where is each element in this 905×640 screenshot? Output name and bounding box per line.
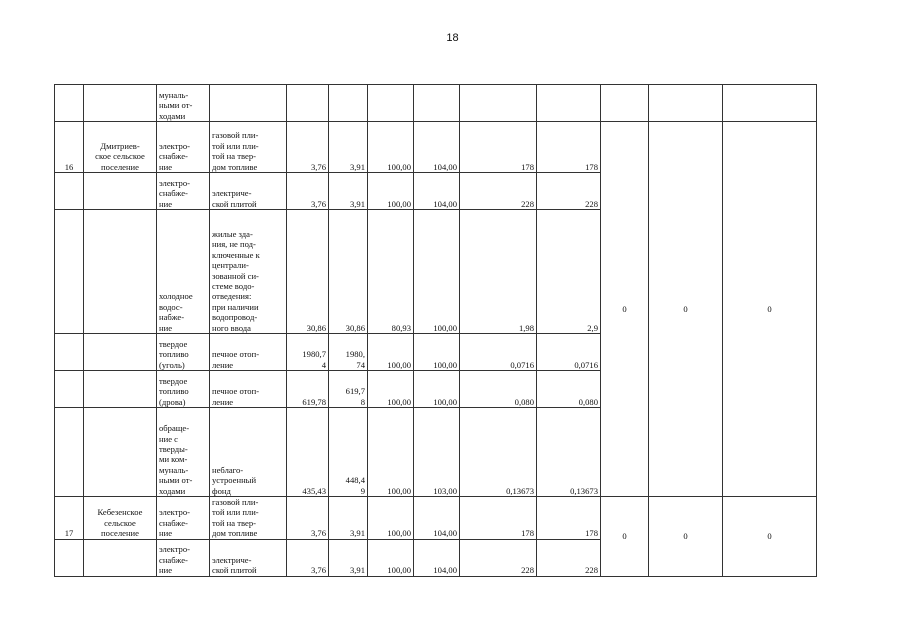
row-number: 17 xyxy=(55,497,84,540)
value-2: 619,7 8 xyxy=(329,371,368,408)
settlement-name xyxy=(84,210,157,334)
settlement-name xyxy=(84,85,157,122)
condition: печное отоп- ление xyxy=(210,371,287,408)
page-number: 18 xyxy=(446,32,459,44)
row-number xyxy=(55,539,84,576)
row-number xyxy=(55,85,84,122)
group17-col-2: 0 xyxy=(649,497,723,577)
percent-1 xyxy=(368,85,414,122)
value-2: 448,4 9 xyxy=(329,408,368,497)
condition: электриче- ской плитой xyxy=(210,173,287,210)
tariff-table xyxy=(54,84,817,577)
service-type: электро- снабже- ние xyxy=(157,122,210,173)
value-1: 619,78 xyxy=(287,371,329,408)
settlement-name xyxy=(84,173,157,210)
norm-2: 178 xyxy=(537,497,601,540)
percent-1: 100,00 xyxy=(368,408,414,497)
condition: электриче- ской плитой xyxy=(210,539,287,576)
table-row xyxy=(55,122,817,173)
value-1: 3,76 xyxy=(287,173,329,210)
percent-2: 100,00 xyxy=(414,210,460,334)
percent-2: 100,00 xyxy=(414,371,460,408)
table-row xyxy=(55,497,817,540)
percent-2: 100,00 xyxy=(414,334,460,371)
service-type: электро- снабже- ние xyxy=(157,173,210,210)
service-type: электро- снабже- ние xyxy=(157,539,210,576)
row-number xyxy=(55,408,84,497)
value-2: 1980, 74 xyxy=(329,334,368,371)
row-number xyxy=(55,173,84,210)
value-2: 3,91 xyxy=(329,122,368,173)
settlement-name xyxy=(84,371,157,408)
percent-1: 100,00 xyxy=(368,122,414,173)
value-1: 3,76 xyxy=(287,497,329,540)
percent-2: 104,00 xyxy=(414,122,460,173)
norm-1: 0,13673 xyxy=(460,408,537,497)
norm-2: 2,9 xyxy=(537,210,601,334)
percent-2: 104,00 xyxy=(414,497,460,540)
row-number: 16 xyxy=(55,122,84,173)
row-number xyxy=(55,334,84,371)
percent-1: 100,00 xyxy=(368,334,414,371)
norm-1: 228 xyxy=(460,173,537,210)
condition: жилые зда- ния, не под- ключенные к централи- зованной си- стеме водо- отведения: при наличии водопровод- ного ввода xyxy=(210,210,287,334)
norm-1 xyxy=(460,85,537,122)
norm-2 xyxy=(537,85,601,122)
empty-cell xyxy=(649,85,723,122)
service-type: муналь- ными от- ходами xyxy=(157,85,210,122)
value-1: 3,76 xyxy=(287,539,329,576)
norm-1: 228 xyxy=(460,539,537,576)
percent-1: 80,93 xyxy=(368,210,414,334)
percent-1: 100,00 xyxy=(368,173,414,210)
value-1: 3,76 xyxy=(287,122,329,173)
percent-1: 100,00 xyxy=(368,497,414,540)
value-1: 30,86 xyxy=(287,210,329,334)
group16-col-2: 0 xyxy=(649,122,723,497)
value-2 xyxy=(329,85,368,122)
group17-col-1: 0 xyxy=(601,497,649,577)
group17-col-3: 0 xyxy=(723,497,817,577)
table-row xyxy=(55,85,817,122)
empty-cell xyxy=(723,85,817,122)
value-1: 435,43 xyxy=(287,408,329,497)
empty-cell xyxy=(601,85,649,122)
row-number xyxy=(55,371,84,408)
settlement-name xyxy=(84,334,157,371)
value-2: 3,91 xyxy=(329,539,368,576)
value-2: 30,86 xyxy=(329,210,368,334)
condition: неблаго- устроенный фонд xyxy=(210,408,287,497)
norm-1: 0,0716 xyxy=(460,334,537,371)
norm-1: 0,080 xyxy=(460,371,537,408)
percent-2: 104,00 xyxy=(414,173,460,210)
percent-1: 100,00 xyxy=(368,539,414,576)
service-type: электро- снабже- ние xyxy=(157,497,210,540)
settlement-name xyxy=(84,408,157,497)
condition: печное отоп- ление xyxy=(210,334,287,371)
group16-col-1: 0 xyxy=(601,122,649,497)
value-2: 3,91 xyxy=(329,173,368,210)
settlement-name: Кебезенское сельское поселение xyxy=(84,497,157,540)
service-type: обраще- ние с тверды- ми ком- муналь- ными от- ходами xyxy=(157,408,210,497)
norm-2: 0,0716 xyxy=(537,334,601,371)
percent-2 xyxy=(414,85,460,122)
row-number xyxy=(55,210,84,334)
value-1: 1980,7 4 xyxy=(287,334,329,371)
norm-2: 0,13673 xyxy=(537,408,601,497)
service-type: холодное водос- набже- ние xyxy=(157,210,210,334)
settlement-name: Дмитриев- ское сельское поселение xyxy=(84,122,157,173)
group16-col-3: 0 xyxy=(723,122,817,497)
norm-1: 178 xyxy=(460,497,537,540)
percent-2: 104,00 xyxy=(414,539,460,576)
condition: газовой пли- той или пли- той на твер- дом топливе xyxy=(210,122,287,173)
condition xyxy=(210,85,287,122)
settlement-name xyxy=(84,539,157,576)
norm-2: 0,080 xyxy=(537,371,601,408)
service-type: твердое топливо (уголь) xyxy=(157,334,210,371)
norm-1: 1,98 xyxy=(460,210,537,334)
service-type: твердое топливо (дрова) xyxy=(157,371,210,408)
percent-1: 100,00 xyxy=(368,371,414,408)
norm-2: 178 xyxy=(537,122,601,173)
norm-2: 228 xyxy=(537,539,601,576)
norm-2: 228 xyxy=(537,173,601,210)
norm-1: 178 xyxy=(460,122,537,173)
value-1 xyxy=(287,85,329,122)
condition: газовой пли- той или пли- той на твер- дом топливе xyxy=(210,497,287,540)
percent-2: 103,00 xyxy=(414,408,460,497)
value-2: 3,91 xyxy=(329,497,368,540)
